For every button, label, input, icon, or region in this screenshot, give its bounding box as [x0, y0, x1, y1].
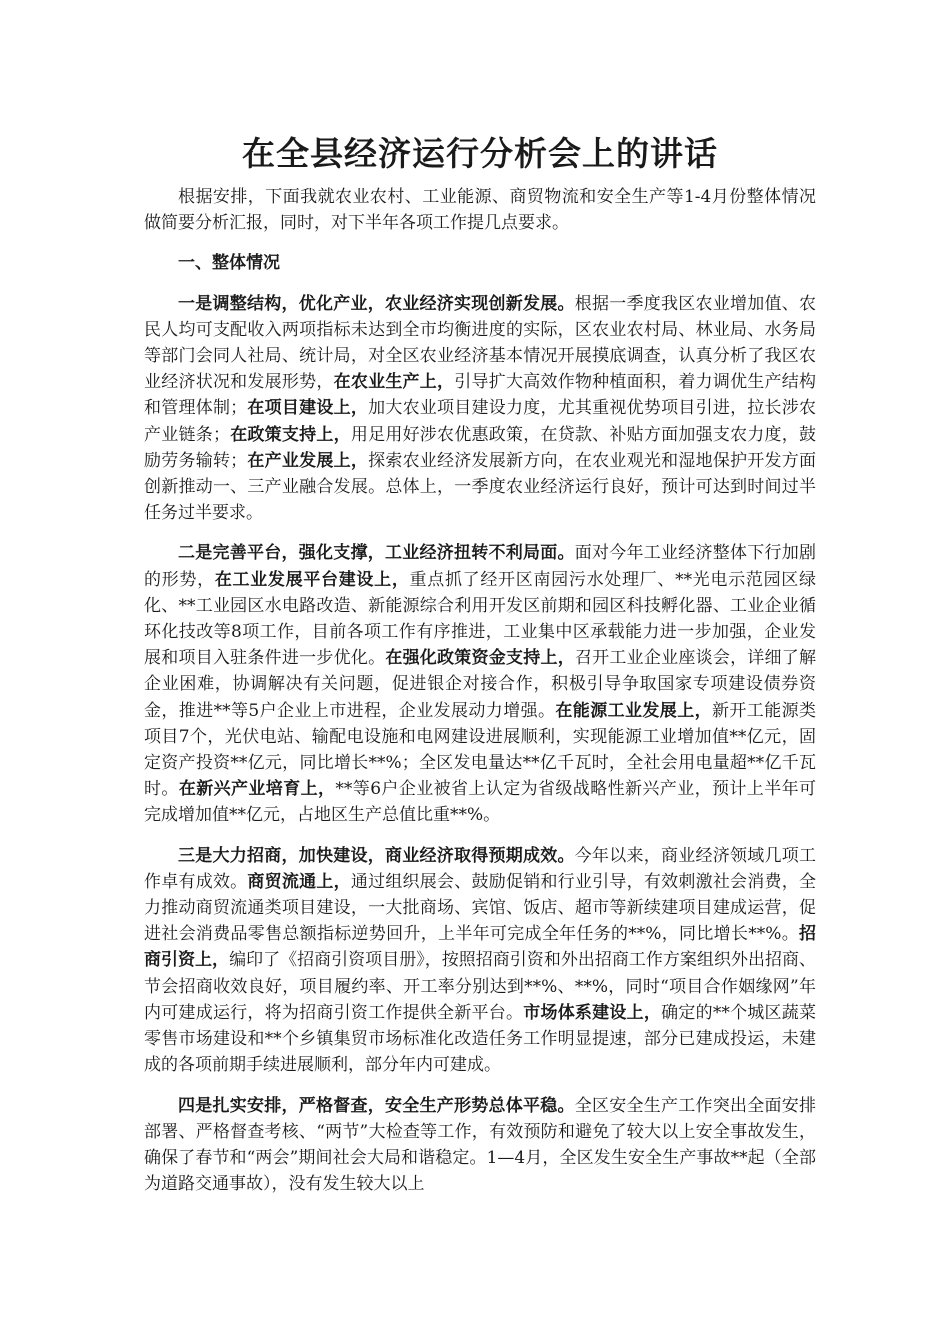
paragraph-text: 引导扩大高效作物种植面积，着力调优生产结构和管理体制；: [144, 372, 817, 419]
paragraph-bold-phrase: 在新兴产业培育上，: [178, 779, 336, 800]
paragraph-bold-phrase: 在工业发展平台建设上，: [214, 569, 410, 590]
document-title: 在全县经济运行分析会上的讲话: [242, 134, 718, 173]
paragraph-text: 召开工业企业座谈会，详细了解企业困难，协调解决有关问题，促进银企对接合作，积极引导争取国家专项建设债券资金，推进**等5户企业上市进程，企业发展动力增强。: [144, 648, 817, 721]
paragraph-text: 加大农业项目建设力度，尤其重视优势项目引进，拉长涉农产业链条；: [144, 398, 817, 445]
paragraph-text: 重点抓了经开区南园污水处理厂、**光电示范园区绿化、**工业园区水电路改造、新能源综合利用开发区前期和园区科技孵化器、工业企业循环化技改等8项工作，目前各项工作有序推进，工业集中区承载能力进一步加强，企业发展和项目入驻条件进一步优化。: [144, 569, 817, 669]
paragraph-text: 编印了《招商引资项目册》，按照招商引资和外出招商工作方案组织外出招商、节会招商收效良好，项目履约率、开工率分别达到**%、**%，同时“项目合作姻缘网”年内可建成运行，将为招商引资工作提供全新平台。: [144, 950, 817, 1023]
section-heading-overall: 一、整体情况: [178, 253, 280, 274]
paragraph-bold-phrase: 在能源工业发展上，: [555, 700, 712, 721]
paragraph-text: 根据一季度我区农业增加值、农民人均可支配收入两项指标未达到全市均衡进度的实际，区农业农村局、林业局、水务局等部门会同人社局、统计局，对全区农业经济基本情况开展摸底调查，认真分析了我区农业经济状况和发展形势，: [144, 293, 816, 393]
paragraph-text: 今年以来，商业经济领域几项工作卓有成效。: [144, 845, 816, 892]
paragraph-text: 新开工能源类项目7个，光伏电站、输配电设施和电网建设进展顺利，实现能源工业增加值**亿元，固定资产投资**亿元，同比增长**%；全区发电量达**亿千瓦时，全社会用电量超**亿千瓦时。: [144, 700, 816, 800]
intro-paragraph: 根据安排，下面我就农业农村、工业能源、商贸物流和安全生产等1-4月份整体情况做简要分析汇报，同时，对下半年各项工作提几点要求。: [144, 187, 816, 234]
paragraph-bold-phrase: 在政策支持上，: [229, 424, 351, 445]
paragraph-safety: [144, 1093, 816, 1198]
paragraph-text: **等6户企业被省上认定为省级战略性新兴产业，预计上半年可完成增加值**亿元，占地区生产总值比重**%。: [144, 779, 817, 826]
paragraph-lead: 三是大力招商，加快建设，商业经济取得预期成效。: [178, 845, 575, 866]
paragraph-lead: 二是完善平台，强化支撑，工业经济扭转不利局面。: [178, 543, 575, 564]
paragraph-bold-phrase: 市场体系建设上，: [523, 1002, 662, 1023]
paragraph-text: 通过组织展会、鼓励促销和行业引导，有效刺激社会消费，全力推动商贸流通类项目建设，一大批商场、宾馆、饭店、超市等新续建项目建成运营，促进社会消费品零售总额指标逆势回升，上半年可完成全年任务的**%，同比增长**%。: [144, 871, 817, 945]
paragraph-bold-phrase: 招商引资上，: [144, 924, 816, 971]
paragraph-lead: 一是调整结构，优化产业，农业经济实现创新发展。: [178, 293, 575, 314]
paragraph-text: 探索农业经济发展新方向，在农业观光和湿地保护开发方面创新推动一、三产业融合发展。总体上，一季度农业经济运行良好，预计可达到时间过半任务过半要求。: [144, 450, 817, 524]
paragraph-bold-phrase: 在强化政策资金支持上，: [385, 648, 575, 669]
paragraph-lead: 四是扎实安排，严格督查，安全生产形势总体平稳。: [178, 1095, 575, 1116]
paragraph-commerce: [144, 843, 816, 1079]
paragraph-bold-phrase: 在产业发展上，: [247, 450, 369, 471]
paragraph-bold-phrase: 在农业生产上，: [333, 372, 455, 393]
paragraph-text: 面对今年工业经济整体下行加剧的形势，: [144, 543, 816, 590]
paragraph-bold-phrase: 商贸流通上，: [247, 871, 351, 892]
paragraph-industry: [144, 540, 816, 828]
paragraph-agriculture: [144, 291, 816, 527]
paragraph-text: 确定的**个城区蔬菜零售市场建设和**个乡镇集贸市场标准化改造任务工作明显提速，部分已建成投运，未建成的各项前期手续进展顺利，部分年内可建成。: [144, 1002, 817, 1076]
paragraph-text: 全区安全生产工作突出全面安排部署、严格督查考核、“两节”大检查等工作，有效预防和避免了较大以上安全事故发生，确保了春节和“两会”期间社会大局和谐稳定。1—4月，全区发生安全生产事故**起（全部为道路交通事故），没有发生较大以上: [144, 1095, 816, 1195]
paragraph-bold-phrase: 在项目建设上，: [247, 398, 369, 419]
paragraph-text: 用足用好涉农优惠政策，在贷款、补贴方面加强支农力度，鼓励劳务输转；: [144, 424, 817, 471]
